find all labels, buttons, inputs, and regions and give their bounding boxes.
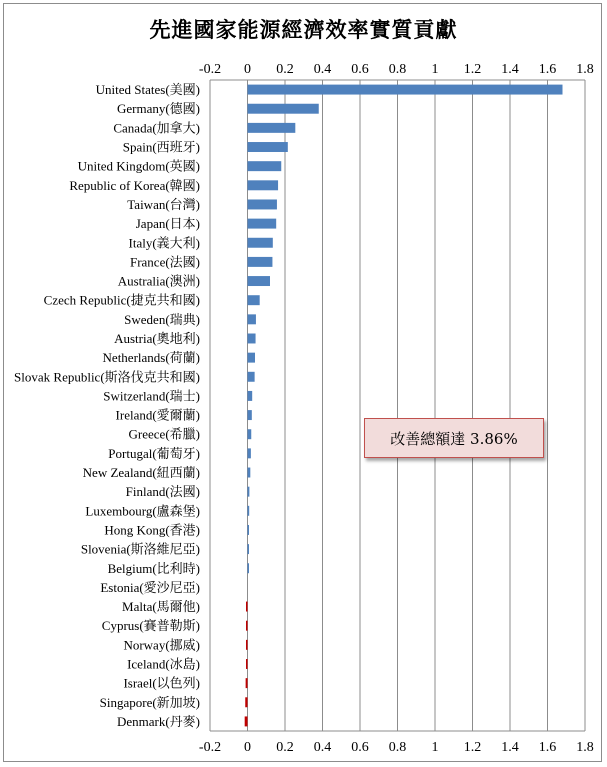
bar xyxy=(248,295,260,305)
x-tick-label-bottom: 1 xyxy=(431,740,439,755)
x-tick-label-top: 0 xyxy=(244,62,251,77)
x-tick-label-top: 1.6 xyxy=(538,62,557,77)
category-label: Czech Republic(捷克共和國) xyxy=(43,292,200,308)
bar xyxy=(248,487,250,497)
category-label: New Zealand(紐西蘭) xyxy=(82,465,200,481)
bar xyxy=(248,353,256,363)
x-tick-label-bottom: 0 xyxy=(244,740,251,755)
bar xyxy=(248,238,273,248)
bar xyxy=(246,678,248,688)
category-label: Cyprus(賽普勒斯) xyxy=(101,618,200,634)
bar xyxy=(248,219,277,229)
bar xyxy=(248,429,252,439)
category-label: Iceland(冰島) xyxy=(127,656,200,672)
x-tick-label-bottom: 0.8 xyxy=(388,740,407,755)
x-tick-label-top: 1 xyxy=(431,62,439,77)
bar xyxy=(248,372,255,382)
x-tick-label-top: 0.2 xyxy=(276,62,294,77)
x-tick-label-bottom: 1.6 xyxy=(538,740,557,755)
category-label: Norway(挪威) xyxy=(123,637,200,653)
category-label: Switzerland(瑞士) xyxy=(103,388,200,404)
category-label: Canada(加拿大) xyxy=(113,120,200,136)
x-tick-label-bottom: 0.6 xyxy=(351,740,369,755)
bar xyxy=(248,448,251,458)
category-label: Sweden(瑞典) xyxy=(124,311,200,327)
category-label: Malta(馬爾他) xyxy=(122,599,200,615)
bar xyxy=(248,334,256,344)
x-tick-label-top: 0.6 xyxy=(351,62,369,77)
x-tick-label-top: 1.2 xyxy=(463,62,482,77)
bar xyxy=(248,142,288,152)
bar xyxy=(248,104,319,114)
bar xyxy=(248,123,296,133)
x-tick-label-top: 0.4 xyxy=(313,62,332,77)
category-label: Taiwan(台灣) xyxy=(127,196,200,212)
x-tick-label-bottom: -0.2 xyxy=(198,740,222,755)
category-label: Denmark(丹麥) xyxy=(116,713,200,729)
category-label: Republic of Korea(韓國) xyxy=(69,177,200,193)
category-label: United Kingdom(英國) xyxy=(77,158,200,174)
bar xyxy=(246,640,248,650)
bar xyxy=(248,410,252,420)
x-tick-label-top: -0.2 xyxy=(198,62,222,77)
category-label: Finland(法國) xyxy=(125,484,200,500)
bar xyxy=(248,257,273,267)
bar xyxy=(245,697,247,707)
chart-title: 先進國家能源經濟效率實質貢獻 xyxy=(149,17,458,42)
category-label: Spain(西班牙) xyxy=(122,139,200,155)
bar xyxy=(246,602,248,612)
x-tick-label-bottom: 0.4 xyxy=(313,740,332,755)
category-label: Israel(以色列) xyxy=(123,675,200,691)
bar xyxy=(245,716,248,726)
total-improvement-annotation: 改善總額達 3.86% xyxy=(364,418,544,458)
bar xyxy=(248,563,250,573)
category-label: Portugal(葡萄牙) xyxy=(108,445,200,461)
x-tick-label-bottom: 0.2 xyxy=(276,740,294,755)
category-label: Austria(奧地利) xyxy=(114,330,200,346)
bar xyxy=(248,506,250,516)
category-label: Singapore(新加坡) xyxy=(99,694,200,710)
bar xyxy=(248,314,256,324)
bar xyxy=(246,621,248,631)
x-tick-label-top: 0.8 xyxy=(388,62,407,77)
category-label: Australia(澳洲) xyxy=(117,273,200,289)
bar xyxy=(248,468,251,478)
bar xyxy=(248,199,277,209)
bar xyxy=(248,161,282,171)
bar xyxy=(248,544,250,554)
category-label: Luxembourg(盧森堡) xyxy=(85,503,200,519)
category-label: Slovak Republic(斯洛伐克共和國) xyxy=(14,369,200,385)
category-label: France(法國) xyxy=(129,254,200,270)
category-label: Netherlands(荷蘭) xyxy=(102,350,200,366)
bar xyxy=(246,659,248,669)
category-label: Germany(德國) xyxy=(116,101,200,117)
category-label: Slovenia(斯洛維尼亞) xyxy=(80,541,200,557)
category-label: Hong Kong(香港) xyxy=(104,522,200,538)
x-tick-label-bottom: 1.2 xyxy=(463,740,482,755)
category-label: Japan(日本) xyxy=(135,216,200,232)
category-label: Estonia(愛沙尼亞) xyxy=(100,579,200,595)
category-label: Greece(希臘) xyxy=(128,426,200,442)
bar xyxy=(248,525,250,535)
x-tick-label-top: 1.8 xyxy=(576,62,594,77)
bar xyxy=(248,276,271,286)
x-tick-label-top: 1.4 xyxy=(501,62,519,77)
category-label: Italy(義大利) xyxy=(128,235,200,251)
bar xyxy=(248,391,253,401)
bar xyxy=(248,85,563,95)
category-label: Belgium(比利時) xyxy=(107,560,200,576)
bar xyxy=(248,180,279,190)
category-label: United States(美國) xyxy=(95,82,200,98)
x-tick-label-bottom: 1.8 xyxy=(576,740,594,755)
category-label: Ireland(愛爾蘭) xyxy=(115,407,200,423)
x-tick-label-bottom: 1.4 xyxy=(501,740,519,755)
